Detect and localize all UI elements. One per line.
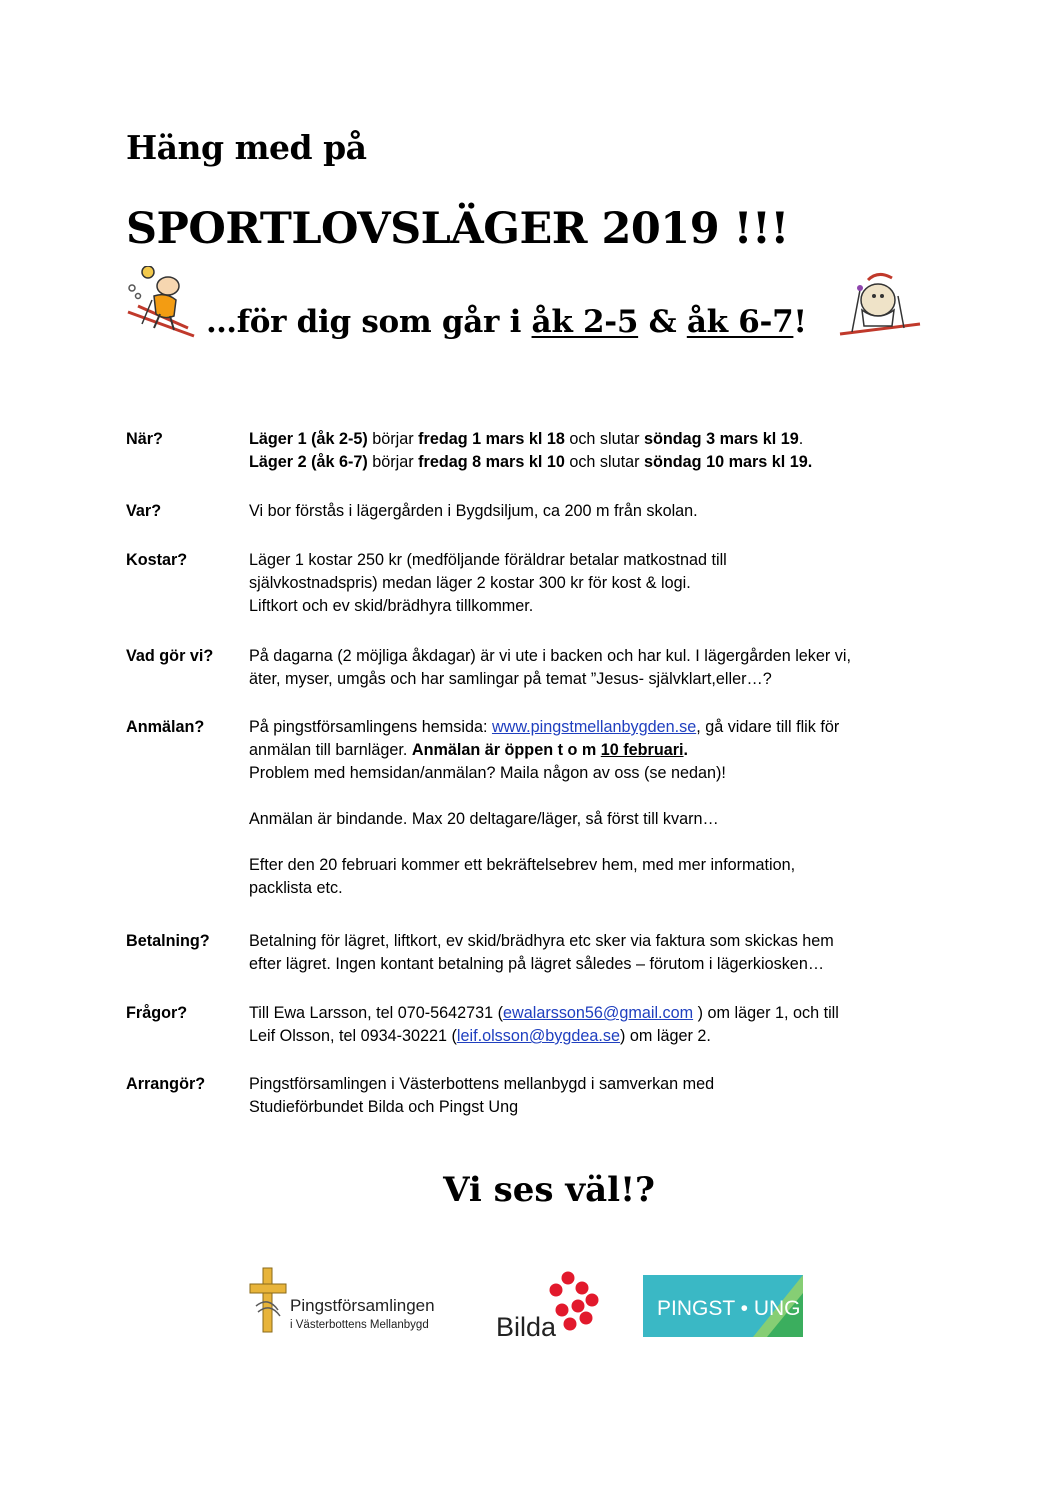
page-title: SPORTLOVSLÄGER 2019 !!! [126,204,789,254]
cost-text: Läger 1 kostar 250 kr (medföljande föräldrar betalar matkostnad till [249,551,727,569]
organizer-text: Pingstförsamlingen i Västerbottens mellanbygd i samverkan med [249,1075,715,1093]
email-link-ewa[interactable]: ewalarsson56@gmail.com [503,1004,694,1022]
info-row-fragor [126,1002,926,1048]
text: Leif Olsson, tel 0934-30221 ( [249,1027,457,1045]
row-content [249,428,926,474]
row-content [249,930,926,976]
pingst-ung-logo [643,1275,803,1337]
row-label: Anmälan? [126,718,205,736]
info-row-vad [126,645,926,691]
text: , gå vidare till flik för [696,718,840,736]
location-text: Vi bor förstås i lägergården i Bygdsiljum, ca 200 m från skolan. [249,502,698,520]
text: börjar [367,453,419,471]
row-label: Arrangör? [126,1075,206,1093]
info-row-var [126,500,926,523]
intro-heading: Häng med på [126,128,367,167]
row-content [249,716,926,900]
text: På pingstförsamlingens hemsida: [249,718,492,736]
logo-text: Pingstförsamlingen [290,1296,435,1315]
closing-text: Vi ses väl!? [443,1170,655,1210]
info-row-nar [126,428,926,474]
text: och slutar [564,453,645,471]
row-label: När? [126,430,163,448]
skier-left-illustration [124,266,198,338]
logo-text: Bilda [496,1312,557,1340]
registration-text: Problem med hemsidan/anmälan? Maila någon av oss (se nedan)! [249,764,726,782]
row-content [249,1073,926,1119]
registration-text: packlista etc. [249,879,343,897]
text: ) om läger 1, och till [693,1004,839,1022]
registration-text: Efter den 20 februari kommer ett bekräftelsebrev hem, med mer information, [249,856,796,874]
registration-text: Anmälan är bindande. Max 20 deltagare/läger, så först till kvarn… [249,810,719,828]
payment-text: Betalning för lägret, liftkort, ev skid/brädhyra etc sker via faktura som skickas hem [249,932,834,950]
row-content [249,549,926,618]
row-content [249,1002,926,1048]
row-label: Frågor? [126,1004,188,1022]
email-link-leif[interactable]: leif.olsson@bygdea.se [456,1027,620,1045]
grade-range-2: åk 6-7 [686,304,794,340]
closing-heading [0,1170,1058,1210]
camp1-label: Läger 1 (åk 2-5) [249,430,368,448]
logo-subtext: i Västerbottens Mellanbygd [290,1319,429,1331]
row-content [249,500,926,523]
pingstforsamlingen-logo [248,1266,458,1334]
audience-ampersand: & [638,304,687,340]
info-row-arrangor [126,1073,926,1119]
camp2-end: söndag 10 mars kl 19. [644,453,813,471]
camp1-end: söndag 3 mars kl 19 [644,430,799,448]
row-label: Var? [126,502,162,520]
text: ) om läger 2. [620,1027,711,1045]
text: börjar [367,430,419,448]
audience-prefix: …för dig som går i [206,304,532,340]
logo-text: PINGST • UNG [657,1297,801,1320]
info-row-kostar [126,549,926,618]
audience-suffix: ! [793,304,807,340]
row-label: Kostar? [126,551,188,569]
activity-text: äter, myser, umgås och har samlingar på temat ”Jesus- självklart,eller…? [249,670,772,688]
bilda-logo [496,1270,600,1340]
info-row-betalning [126,930,926,976]
deadline-text: Anmälan är öppen t o m [411,741,601,759]
row-label: Betalning? [126,932,210,950]
organizer-text: Studieförbundet Bilda och Pingst Ung [249,1098,519,1116]
skier-right-illustration [838,270,922,338]
text: . [683,741,689,759]
row-content [249,645,926,691]
cost-text: självkostnadspris) medan läger 2 kostar 300 kr för kost & logi. [249,574,691,592]
activity-text: På dagarna (2 möjliga åkdagar) är vi ute i backen och har kul. I lägergården leker vi, [249,647,851,665]
camp2-start: fredag 8 mars kl 10 [418,453,565,471]
grade-range-1: åk 2-5 [531,304,639,340]
row-label: Vad gör vi? [126,647,214,665]
cost-text: Liftkort och ev skid/brädhyra tillkommer. [249,597,534,615]
camp1-start: fredag 1 mars kl 18 [418,430,565,448]
deadline-date: 10 februari [600,741,684,759]
target-audience-heading [206,304,807,340]
text: anmälan till barnläger. [249,741,412,759]
camp2-label: Läger 2 (åk 6-7) [249,453,368,471]
text: och slutar [564,430,645,448]
info-row-anmalan [126,716,926,900]
payment-text: efter lägret. Ingen kontant betalning på lägret således – förutom i lägerkiosken… [249,955,825,973]
text: . [798,430,804,448]
website-link[interactable]: www.pingstmellanbygden.se [491,718,697,736]
text: Till Ewa Larsson, tel 070-5642731 ( [249,1004,504,1022]
